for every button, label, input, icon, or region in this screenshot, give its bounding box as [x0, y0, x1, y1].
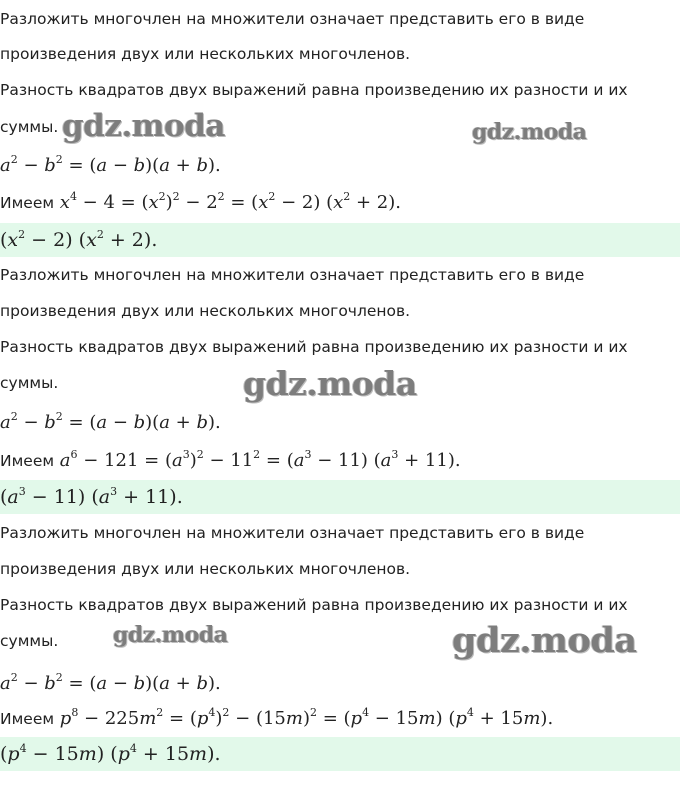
difference-of-squares-formula: $a^2 - b^2 = (a - b)(a + b)$.	[0, 410, 221, 433]
solution-steps: Имеем $x^4 - 4 = (x^2)^2 - 2^2 = (x^2 - 2) (x^2 + 2)$.	[0, 190, 402, 213]
watermark-logo: gdz.moda	[452, 620, 637, 661]
intro-line-2: произведения двух или нескольких многочленов.	[0, 45, 411, 63]
difference-rule-line-2: суммы.	[0, 118, 59, 136]
solution-block-1	[0, 0, 680, 258]
answer-highlight	[0, 223, 680, 257]
intro-line-1: Разложить многочлен на множители означает представить его в виде	[0, 524, 585, 542]
answer-highlight	[0, 737, 680, 771]
solution-block-3	[0, 516, 680, 806]
answer-expression: $(a^3 - 11) (a^3 + 11)$.	[0, 484, 183, 508]
intro-line-1: Разложить многочлен на множители означает представить его в виде	[0, 10, 585, 28]
difference-rule-line-2: суммы.	[0, 632, 59, 650]
answer-expression: $(x^2 - 2) (x^2 + 2)$.	[0, 227, 158, 251]
intro-line-2: произведения двух или нескольких многочленов.	[0, 560, 411, 578]
have-label: Имеем	[0, 710, 55, 728]
solution-steps: Имеем $p^8 - 225m^2 = (p^4)^2 - (15m)^2 = (p^4 - 15m) (p^4 + 15m)$.	[0, 706, 554, 729]
difference-rule-line-1: Разность квадратов двух выражений равна произведению их разности и их	[0, 596, 628, 614]
intro-line-1: Разложить многочлен на множители означает представить его в виде	[0, 266, 585, 284]
have-label: Имеем	[0, 452, 55, 470]
difference-rule-line-1: Разность квадратов двух выражений равна произведению их разности и их	[0, 338, 628, 356]
watermark-logo: gdz.moda	[243, 364, 417, 403]
solution-steps: Имеем $a^6 - 121 = (a^3)^2 - 11^2 = (a^3 - 11) (a^3 + 11)$.	[0, 448, 461, 471]
answer-highlight	[0, 480, 680, 514]
answer-expression: $(p^4 - 15m) (p^4 + 15m)$.	[0, 741, 221, 765]
solution-block-2	[0, 258, 680, 516]
difference-rule-line-2: суммы.	[0, 374, 59, 392]
difference-rule-line-1: Разность квадратов двух выражений равна произведению их разности и их	[0, 81, 628, 99]
watermark-logo: gdz.moda	[113, 622, 228, 648]
difference-of-squares-formula: $a^2 - b^2 = (a - b)(a + b)$.	[0, 671, 221, 694]
watermark-logo: gdz.moda	[472, 119, 587, 145]
have-label: Имеем	[0, 194, 55, 212]
difference-of-squares-formula: $a^2 - b^2 = (a - b)(a + b)$.	[0, 153, 221, 176]
intro-line-2: произведения двух или нескольких многочленов.	[0, 302, 411, 320]
watermark-logo: gdz.moda	[62, 108, 225, 144]
